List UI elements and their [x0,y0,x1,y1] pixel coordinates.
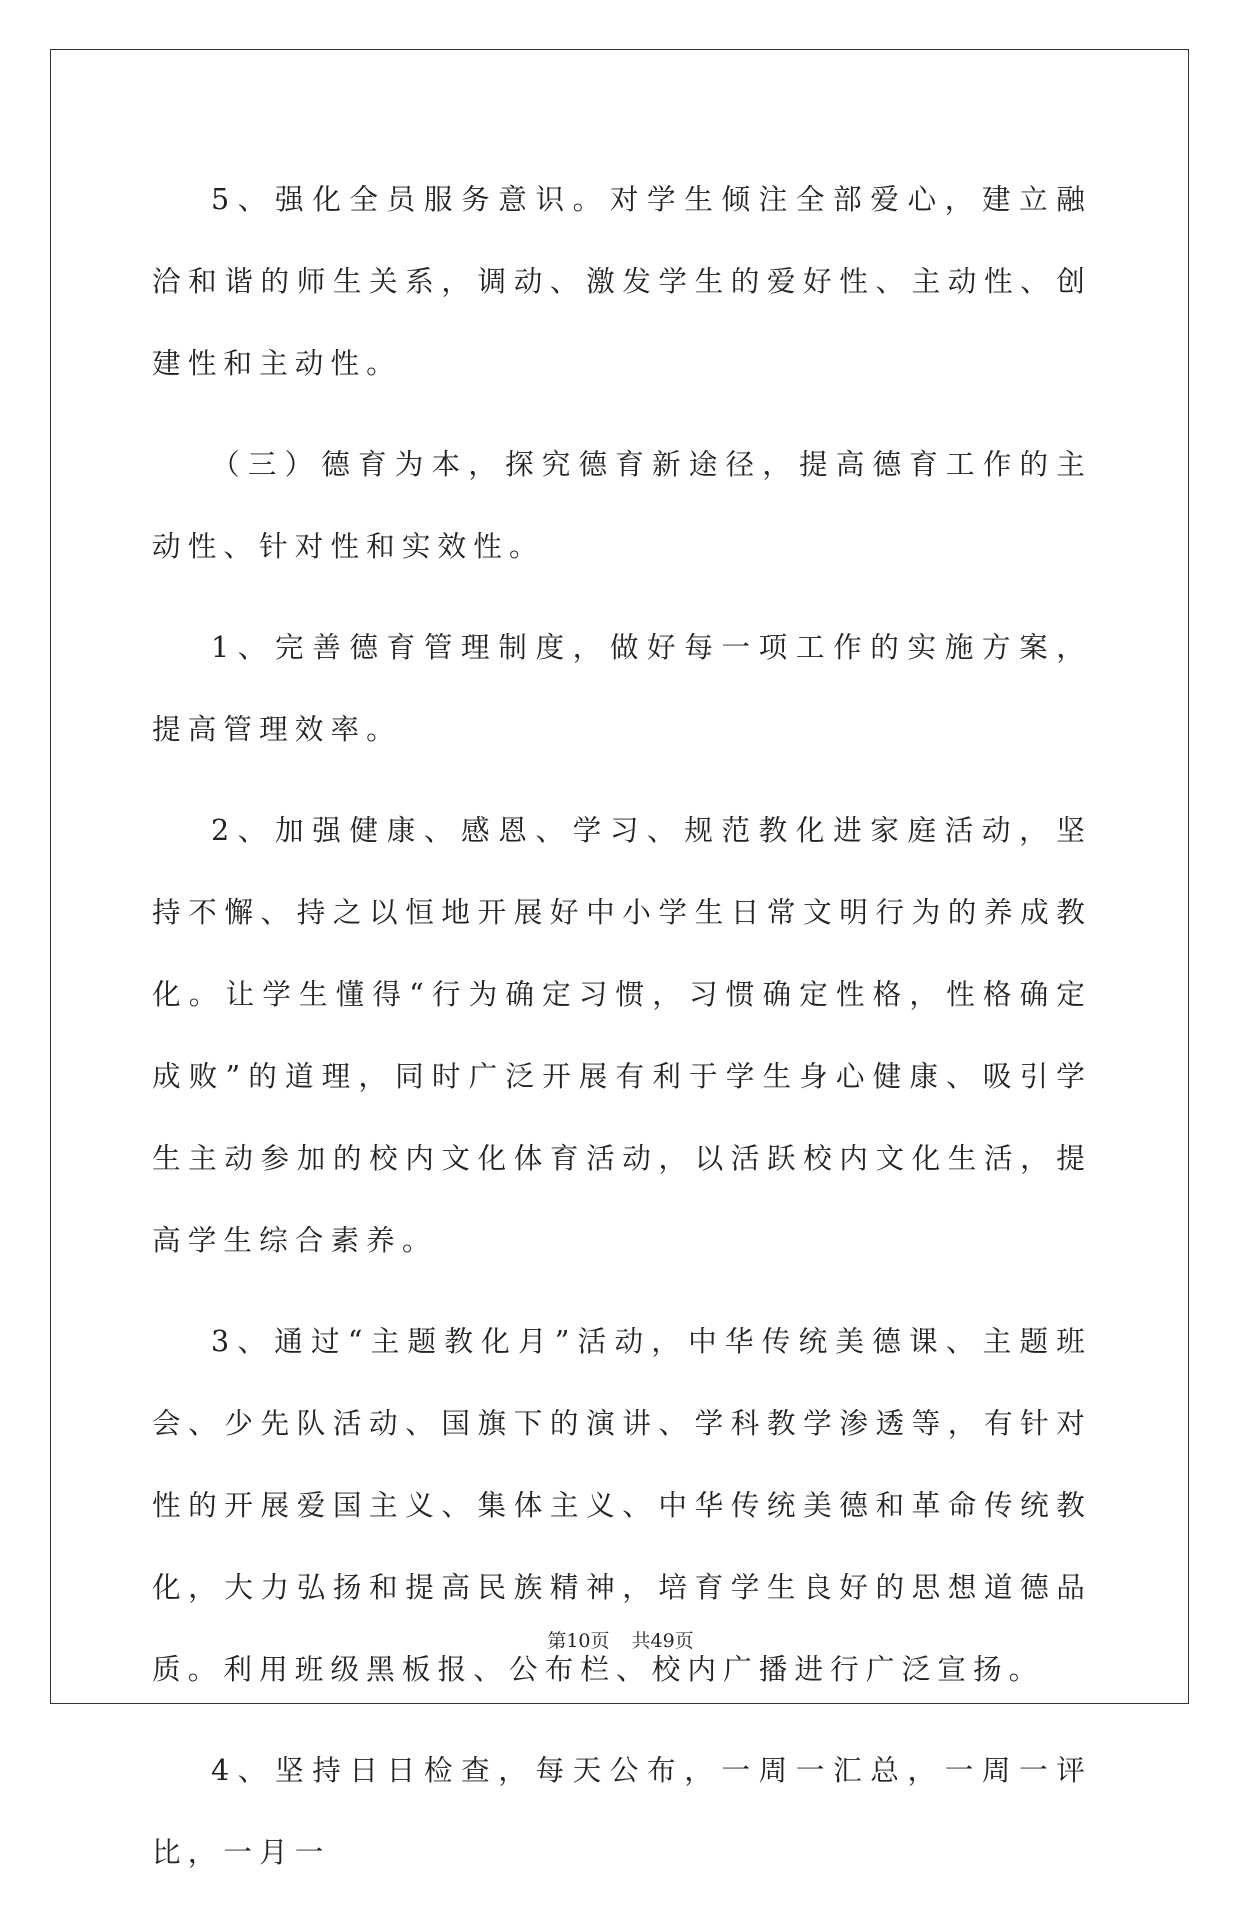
page-total: 共49页 [631,1630,694,1652]
section-heading-moral-education: （三）德育为本，探究德育新途径，提高德育工作的主动性、针对性和实效性。 [152,447,1092,563]
page-number: 第10页 [547,1630,610,1652]
paragraph-item-1-management: 1、完善德育管理制度，做好每一项工作的实施方案，提高管理效率。 [152,630,1092,746]
paragraph-item-5-service: 5、强化全员服务意识。对学生倾注全部爱心，建立融洽和谐的师生关系，调动、激发学生的爱好性、主动性、创建性和主动性。 [152,182,1092,380]
page-footer [0,1629,1241,1653]
paragraph-item-3-theme-month: 3、通过“主题教化月”活动，中华传统美德课、主题班会、少先队活动、国旗下的演讲、学科教学渗透等，有针对性的开展爱国主义、集体主义、中华传统美德和革命传统教化，大力弘扬和提高民族精神，培育学生良好的思想道德品质。利用班级黑板报、公布栏、校内广播进行广泛宣扬。 [152,1324,1092,1686]
paragraph-item-2-habits: 2、加强健康、感恩、学习、规范教化进家庭活动，坚持不懈、持之以恒地开展好中小学生日常文明行为的养成教化。让学生懂得“行为确定习惯，习惯确定性格，性格确定成败”的道理，同时广泛开展有利于学生身心健康、吸引学生主动参加的校内文化体育活动，以活跃校内文化生活，提高学生综合素养。 [152,813,1092,1257]
paragraph-item-4-inspection: 4、坚持日日检查，每天公布，一周一汇总，一周一评比，一月一 [152,1753,1092,1869]
